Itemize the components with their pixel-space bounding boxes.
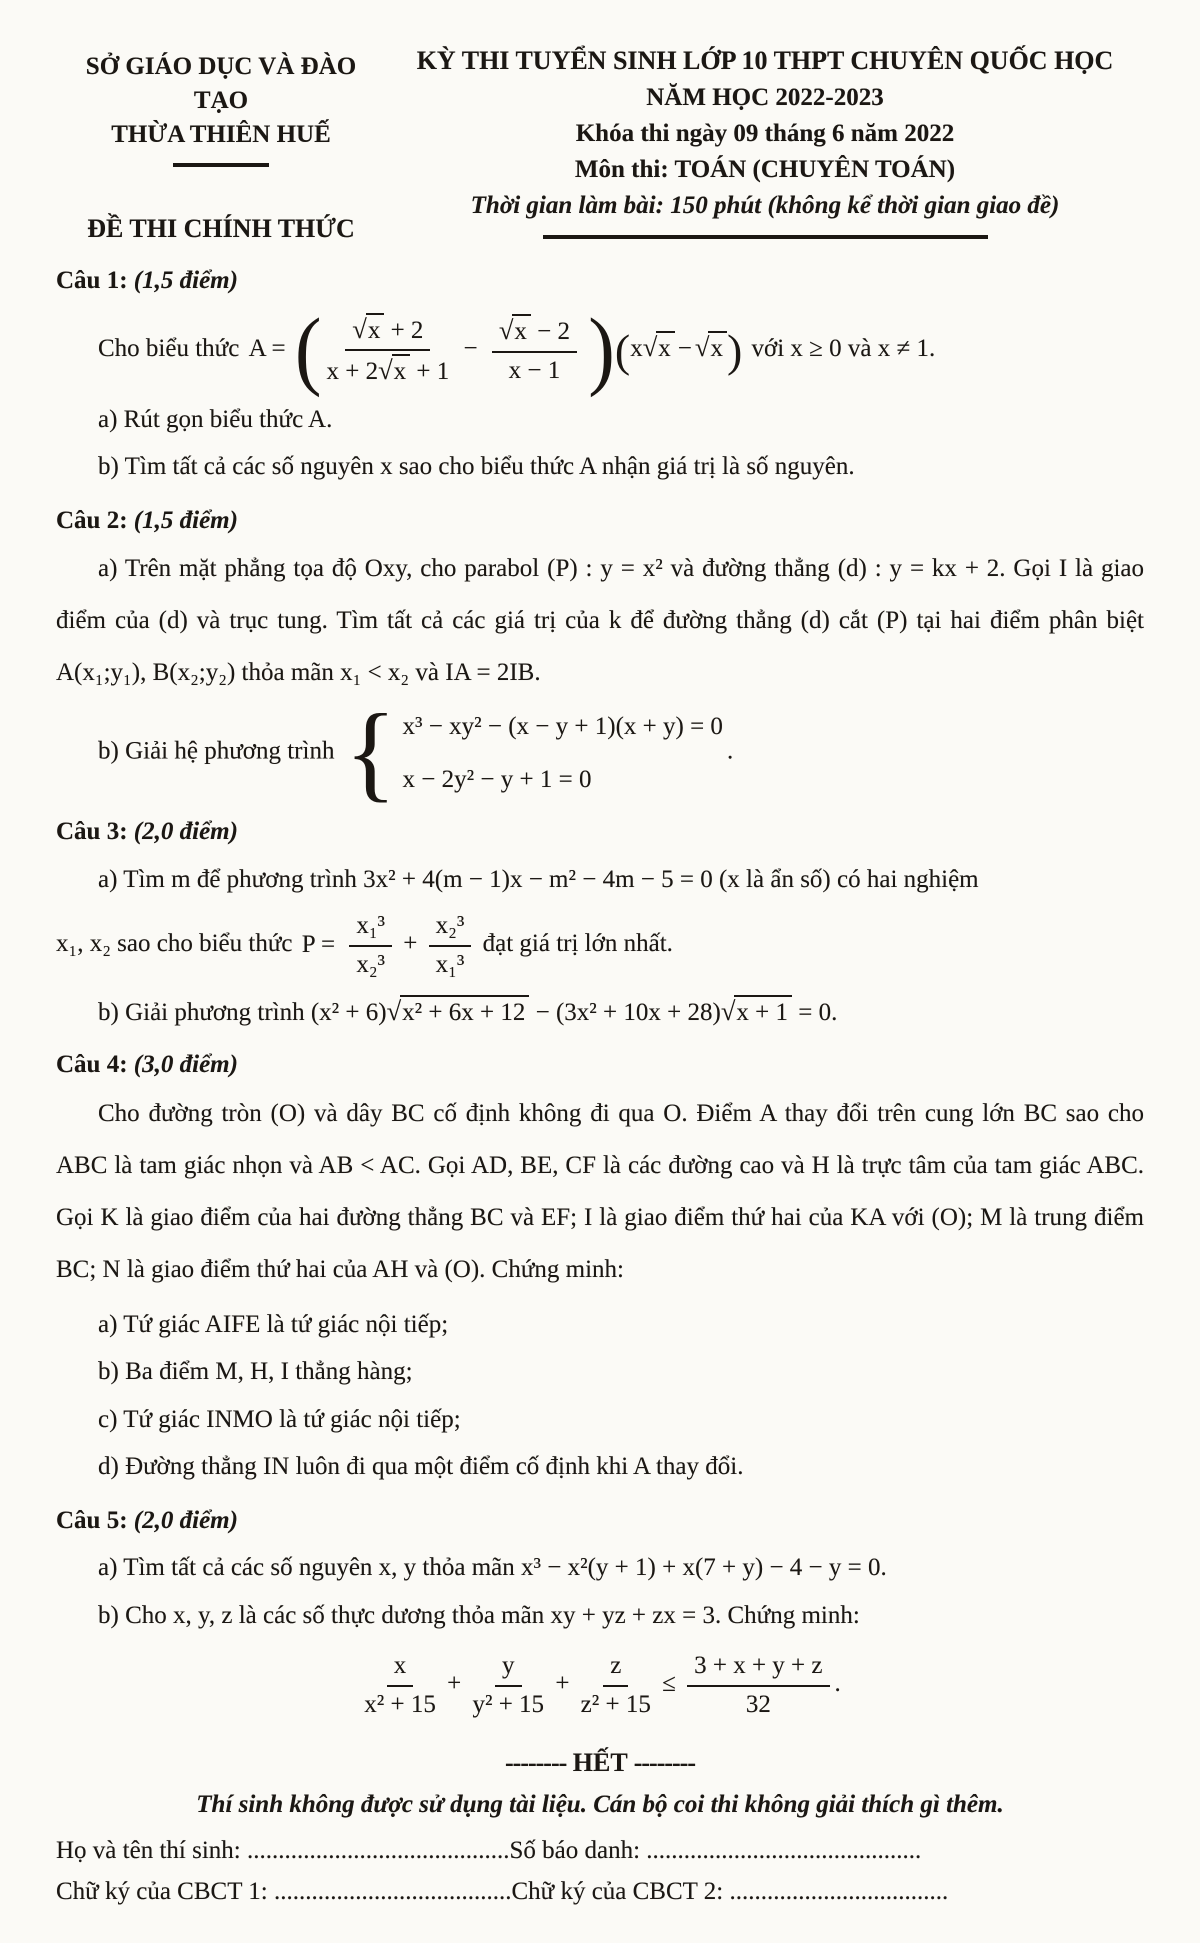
duration-line: Thời gian làm bài: 150 phút (không kể thời gian giao đề) (470, 192, 1060, 220)
numerator (492, 313, 577, 353)
less-equal-sign: ≤ (662, 1670, 676, 1698)
plus-sign: + (555, 1670, 570, 1698)
denominator: x₂³ (356, 950, 386, 978)
question-3-label: Câu 3: (56, 818, 128, 846)
fraction (581, 1650, 651, 1721)
numerator (345, 312, 430, 352)
q3-item-a-line1: a) Tìm m để phương trình 3x² + 4(m − 1)x − m² − 4m − 5 = 0 (x là ẩn số) có hai nghiệm (98, 865, 979, 893)
question-1 (56, 262, 1144, 486)
radicand: x (392, 354, 411, 385)
radicand: x (512, 314, 531, 345)
q4-item-a: a) Tứ giác AIFE là tứ giác nội tiếp; (98, 1310, 449, 1338)
math-token: x₁, x₂ sao cho biểu thức (56, 930, 293, 958)
fraction (349, 910, 392, 981)
math-token: − (3x² + 10x + 28) (535, 999, 721, 1027)
q3-item-b-row (56, 993, 1144, 1030)
sqrt-expression (498, 315, 531, 346)
q4-item-d: d) Đường thẳng IN luôn đi qua một điểm cố định khi A thay đổi. (98, 1453, 744, 1481)
fraction (492, 313, 577, 387)
dash-bar: -------- (633, 1748, 695, 1778)
q1-intro: Cho biểu thức (98, 335, 240, 363)
province-name: THỪA THIÊN HUẾ (111, 120, 331, 148)
sqrt-expression (694, 332, 727, 363)
period: . (726, 738, 734, 766)
minus-sign: − (463, 335, 478, 363)
denominator: y² + 15 (472, 1690, 545, 1718)
numerator: 3 + x + y + z (687, 1650, 829, 1687)
exam-date: Khóa thi ngày 09 tháng 6 năm 2022 (575, 119, 955, 147)
dotted-line: .......................................... (246, 1836, 510, 1864)
question-1-points: (1,5 điểm) (133, 267, 238, 295)
subject-line: Môn thi: TOÁN (CHUYÊN TOÁN) (574, 156, 956, 184)
radical-sign: √ (720, 996, 736, 1027)
minus-sign: − (677, 335, 692, 363)
q2-item-b-row (56, 693, 1144, 813)
system-line-1: x³ − xy² − (x − y + 1)(x + y) = 0 (402, 713, 723, 741)
question-3 (56, 813, 1144, 1030)
sqrt-expression (378, 355, 410, 386)
radical-sign: √ (378, 355, 393, 386)
sqrt-expression (386, 996, 530, 1027)
q1-item-a: a) Rút gọn biểu thức A. (98, 405, 333, 433)
radicand: x (708, 331, 727, 362)
paren-glyph: ( (614, 324, 631, 376)
exam-title: KỲ THI TUYỂN SINH LỚP 10 THPT CHUYÊN QUỐC HỌC (416, 46, 1114, 75)
math-token: x + 2 (326, 358, 379, 386)
question-3-heading (56, 813, 1144, 851)
q5-item-a: a) Tìm tất cả các số nguyên x, y thỏa mãn x³ − x²(y + 1) + x(7 + y) − 4 − y = 0. (98, 1554, 887, 1582)
denominator: x₁³ (435, 950, 465, 978)
math-token: = 0. (798, 999, 838, 1027)
end-label: HẾT (572, 1748, 628, 1778)
plus-sign: + (403, 930, 418, 958)
question-4-label: Câu 4: (56, 1051, 128, 1079)
numerator: x (387, 1650, 414, 1687)
q4-item-b: b) Ba điểm M, H, I thẳng hàng; (98, 1358, 413, 1386)
question-4-points: (3,0 điểm) (133, 1051, 238, 1079)
radical-sign: √ (498, 315, 514, 346)
denominator (326, 351, 449, 389)
denominator: x² + 15 (364, 1690, 436, 1718)
radicand: x (366, 313, 385, 344)
paren-glyph: ) (726, 324, 743, 376)
question-5-points: (2,0 điểm) (133, 1506, 238, 1534)
brace-glyph: { (344, 693, 397, 813)
dotted-line: ...................................... (273, 1878, 512, 1906)
dotted-line: ............................................ (646, 1836, 922, 1864)
sqrt-expression (642, 332, 675, 363)
q1-condition: với x ≥ 0 và x ≠ 1. (751, 335, 936, 363)
radical-sign: √ (352, 313, 367, 344)
proctor1-signature-label: Chữ ký của CBCT 1: (56, 1878, 268, 1906)
q5-inequality-row (56, 1648, 1144, 1723)
proctor2-signature-label: Chữ ký của CBCT 2: (511, 1878, 724, 1906)
question-2 (56, 502, 1144, 813)
fraction (687, 1650, 829, 1721)
numerator: x₁³ (349, 910, 392, 947)
equation-system (344, 693, 723, 813)
question-3-points: (2,0 điểm) (133, 818, 238, 846)
q4-body: Cho đường tròn (O) và dây BC cố định không đi qua O. Điểm A thay đổi trên cung lớn BC sao cho ABC là tam giác nhọn và AB < AC. Gọi AD, BE, CF là các đường cao và H là trực tâm của tam giác ABC. Gọi K là giao điểm của hai đường thẳng BC và EF; I là giao điểm thứ hai của KA với (O); M là trung điểm BC; N là giao điểm thứ hai của AH và (O). Chứng minh: (56, 1099, 1144, 1283)
dash-bar: -------- (505, 1748, 567, 1778)
numerator: x₂³ (429, 910, 472, 947)
header-right-block (386, 42, 1144, 239)
numerator: z (603, 1650, 628, 1687)
end-marker (56, 1743, 1144, 1782)
no-materials-note: Thí sinh không được sử dụng tài liệu. Cán bộ coi thi không giải thích gì thêm. (196, 1791, 1004, 1819)
radical-sign: √ (642, 332, 658, 363)
header-left-divider (173, 163, 269, 167)
q3-p-formula-row (56, 908, 1144, 983)
fraction (472, 1650, 544, 1721)
system-line-2: x − 2y² − y + 1 = 0 (402, 766, 592, 794)
question-5-heading (56, 1502, 1144, 1540)
numerator: y (495, 1650, 522, 1687)
q5-item-b: b) Cho x, y, z là các số thực dương thỏa mãn xy + yz + zx = 3. Chứng minh: (98, 1601, 860, 1629)
question-4 (56, 1046, 1144, 1486)
question-2-label: Câu 2: (56, 506, 128, 534)
plus-sign: + (447, 1670, 462, 1698)
signature-row (56, 1873, 1144, 1911)
math-token: (x² + 6) (310, 999, 387, 1027)
header-left-block (56, 42, 386, 246)
radicand: x (656, 331, 675, 362)
department-name: SỞ GIÁO DỤC VÀ ĐÀO TẠO (85, 53, 357, 114)
radicand: x + 1 (734, 995, 792, 1026)
math-token: + 1 (416, 358, 450, 386)
q1-item-b: b) Tìm tất cả các số nguyên x sao cho biểu thức A nhận giá trị là số nguyên. (98, 453, 855, 481)
math-token: đạt giá trị lớn nhất. (482, 930, 673, 958)
radical-sign: √ (694, 332, 710, 363)
radical-sign: √ (386, 996, 402, 1027)
q1-lhs: A = (248, 335, 286, 363)
q1-formula-row (56, 301, 1144, 398)
candidate-name-label: Họ và tên thí sinh: (56, 1836, 241, 1864)
school-year: NĂM HỌC 2022-2023 (646, 83, 884, 111)
question-5-label: Câu 5: (56, 1506, 128, 1534)
question-2-heading (56, 502, 1144, 540)
header-right-divider (543, 235, 988, 239)
question-5 (56, 1502, 1144, 1724)
question-4-heading (56, 1046, 1144, 1084)
math-token: + 2 (390, 316, 424, 344)
dotted-line: ................................... (729, 1878, 949, 1906)
candidate-name-row (56, 1832, 1144, 1870)
q2-item-a: a) Trên mặt phẳng tọa độ Oxy, cho parabol (P) : y = x² và đường thẳng (d) : y = kx + 2. Gọi I là giao điểm của (d) và trục tung. Tìm tất cả các giá trị của k để đường thẳng (d) cắt (P) tại hai điểm phân biệt A(x₁;y₁), B(x₂;y₂) thỏa mãn x₁ < x₂ và IA = 2IB. (56, 555, 1144, 687)
registration-number-label: Số báo danh: (509, 1836, 641, 1864)
q4-item-c: c) Tứ giác INMO là tứ giác nội tiếp; (98, 1405, 461, 1433)
question-1-label: Câu 1: (56, 267, 128, 295)
radicand: x² + 6x + 12 (400, 995, 529, 1026)
fraction (364, 1650, 436, 1721)
sqrt-expression (720, 996, 792, 1027)
q3-p-lhs: P = (301, 930, 336, 958)
paren-glyph: ) (588, 301, 615, 398)
q2-b-intro: b) Giải hệ phương trình (98, 738, 335, 766)
q3-b-head: b) Giải phương trình (98, 999, 305, 1027)
denominator: 32 (745, 1690, 771, 1718)
question-2-points: (1,5 điểm) (133, 506, 238, 534)
math-token: − 2 (537, 318, 571, 346)
math-token: x (630, 335, 643, 363)
exam-header (56, 42, 1144, 246)
denominator: z² + 15 (580, 1690, 651, 1718)
denominator (509, 353, 561, 388)
official-exam-label: ĐỀ THI CHÍNH THỨC (87, 214, 355, 244)
math-token: x − 1 (508, 356, 561, 384)
system-lines (403, 709, 723, 797)
fraction (326, 312, 449, 389)
sqrt-expression (352, 313, 384, 344)
paren-glyph: ( (294, 301, 322, 398)
period: . (834, 1670, 841, 1698)
fraction (429, 910, 472, 981)
question-1-heading (56, 262, 1144, 300)
